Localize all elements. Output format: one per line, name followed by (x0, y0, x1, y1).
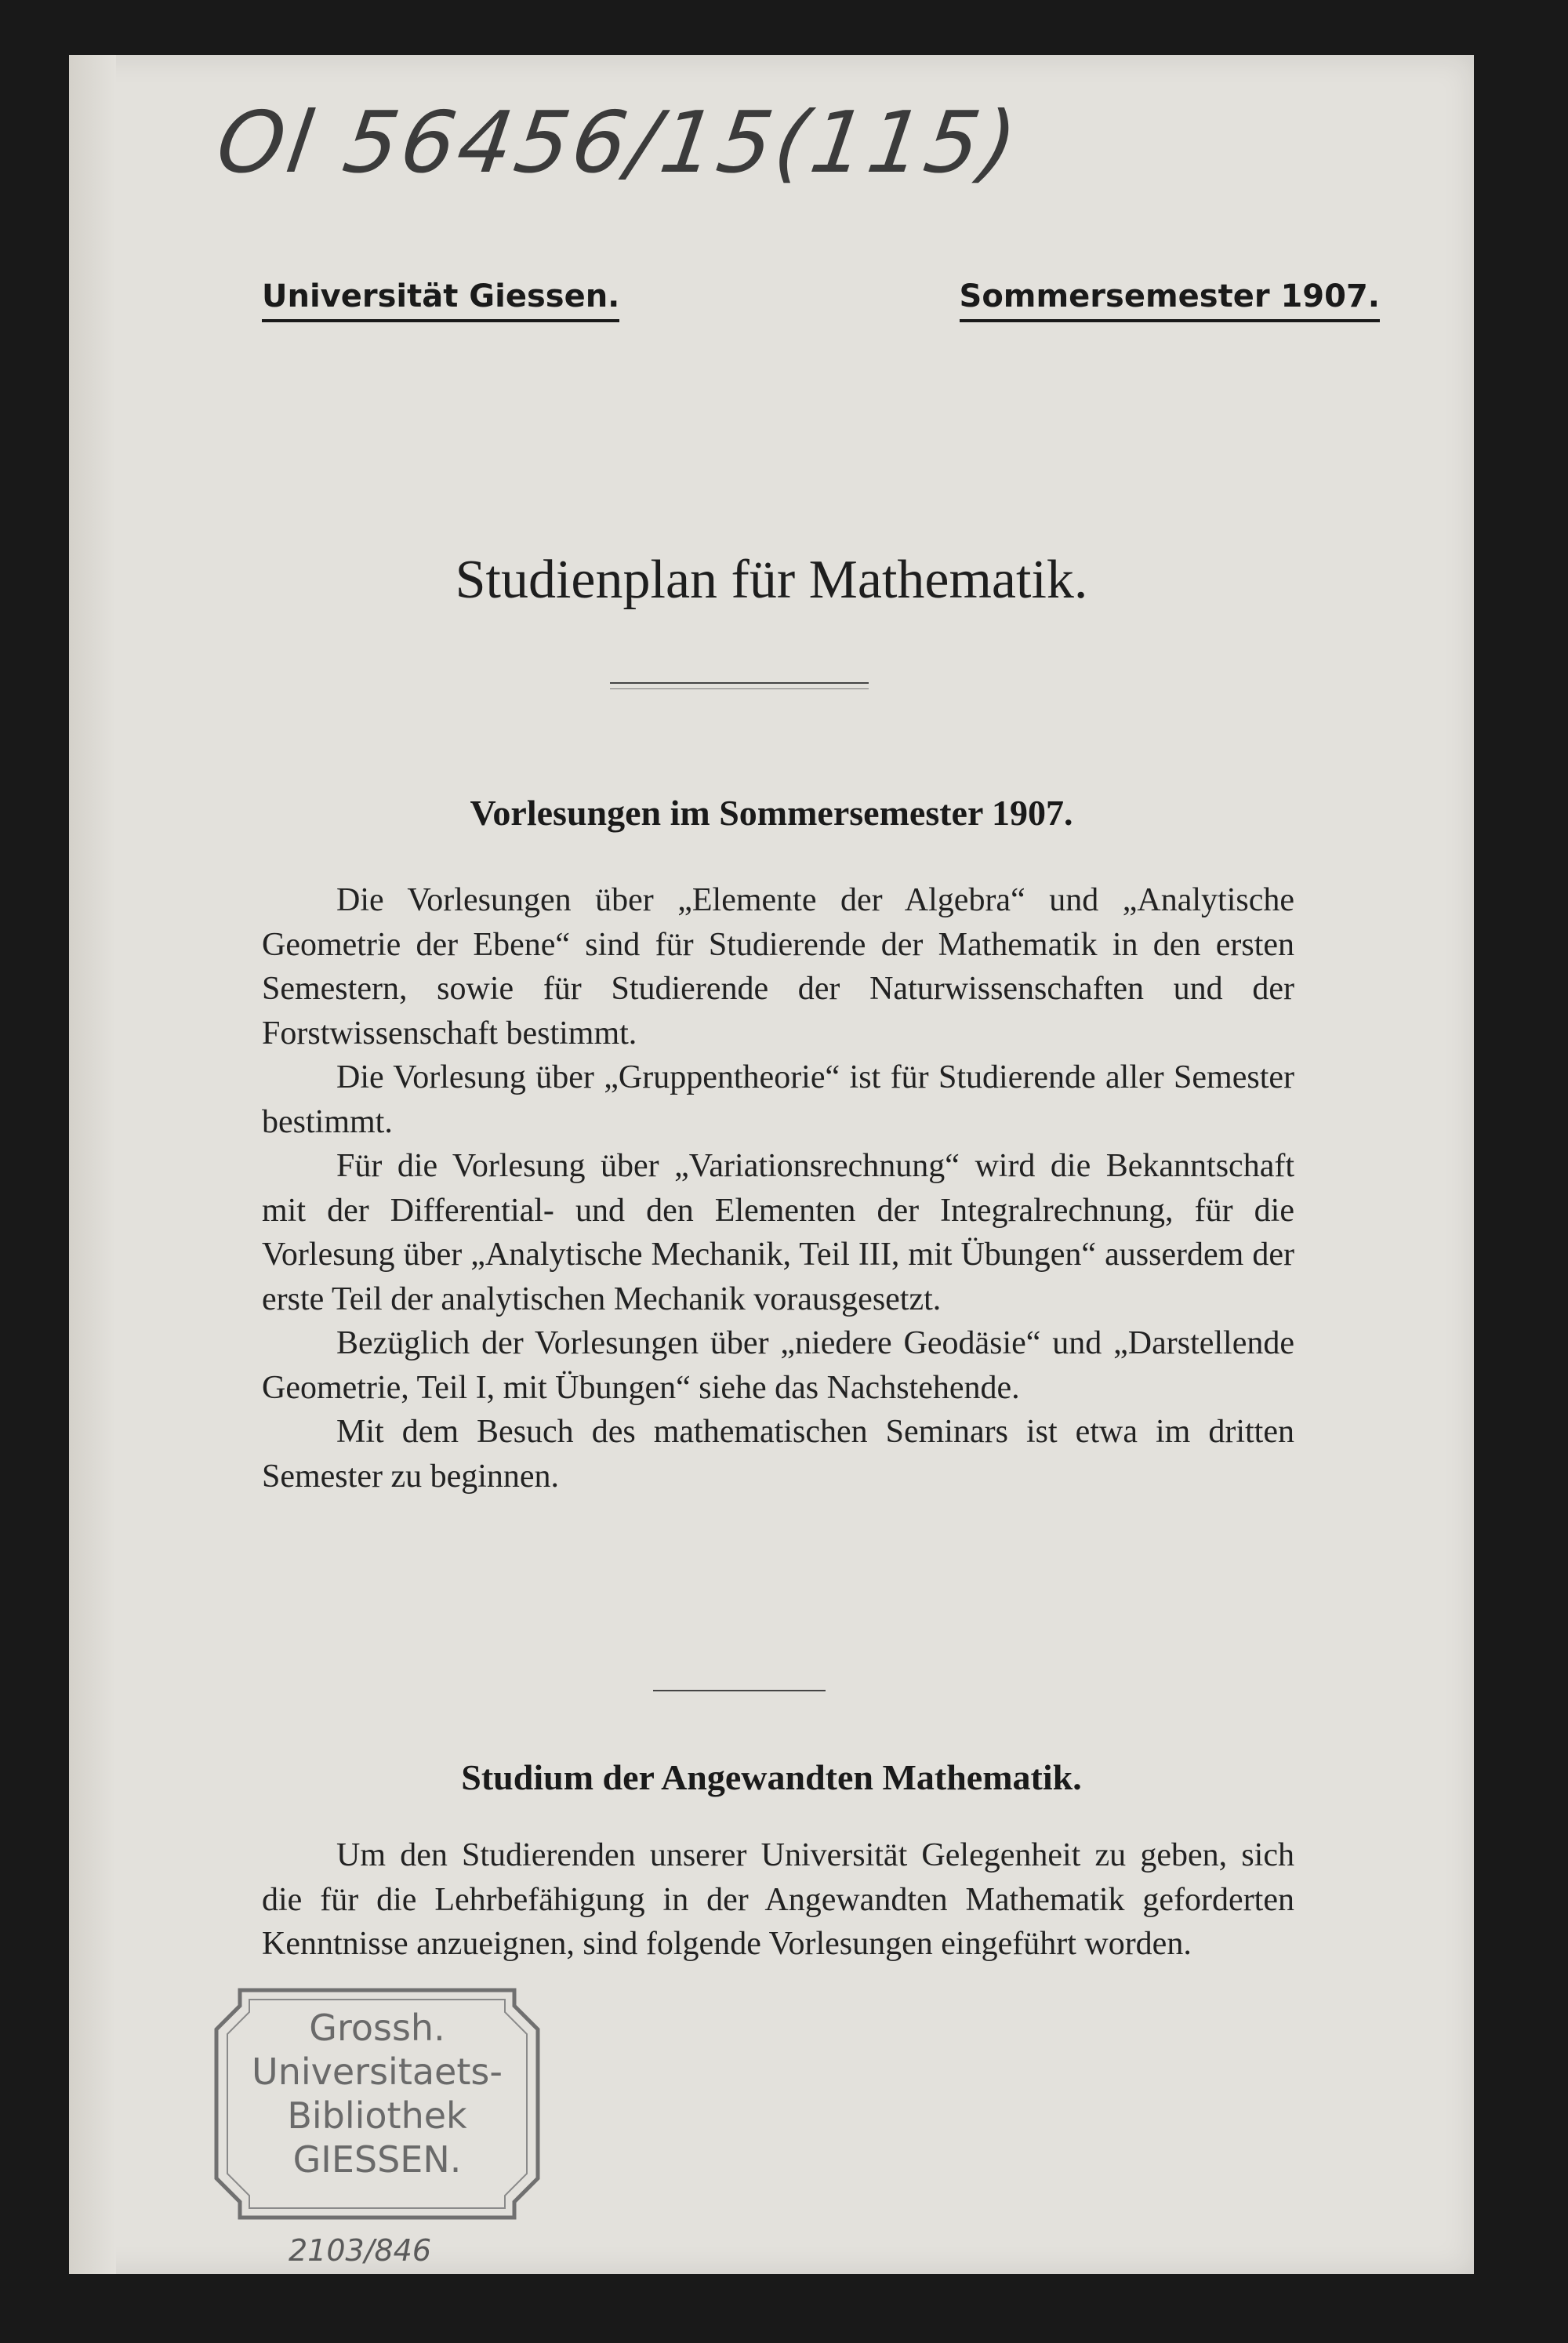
section-body-lectures (262, 878, 1294, 1498)
title-divider (610, 682, 869, 684)
stamp-line: Bibliothek (287, 2094, 467, 2137)
header-semester: Sommersemester 1907. (960, 278, 1380, 322)
paragraph: Die Vorlesung über „Gruppentheorie“ ist für Studierende aller Semester bestimmt. (262, 1059, 1294, 1140)
document-page (69, 55, 1474, 2274)
paragraph: Für die Vorlesung über „Variationsrechnung“ wird die Bekanntschaft mit der Differential- und den Elementen der Integralrechnung, für die Vorlesung über „Analytische Mechanik, Teil III, mit Übungen“ ausserdem der erste Teil der analytischen Mechanik vorausgesetzt. (262, 1148, 1294, 1317)
section-heading-lectures: Vorlesungen im Sommersemester 1907. (470, 793, 1073, 833)
handwritten-shelfmark: Ol 56456/15(115) (211, 94, 1025, 192)
paragraph: Die Vorlesungen über „Elemente der Algebra“ und „Analytische Geometrie der Ebene“ sind für Studierende der Mathematik in den ersten Semestern, sowie für Studierende der Naturwissenschaften und der Forstwissenschaft bestimmt. (262, 882, 1294, 1052)
section-body-applied-math (262, 1833, 1294, 1967)
section-divider (653, 1690, 826, 1691)
stamp-line: Universitaets- (252, 2051, 503, 2093)
stamp-text (193, 2006, 561, 2181)
header-university: Universität Giessen. (262, 278, 619, 322)
library-stamp (193, 1974, 561, 2233)
stamp-line: Grossh. (309, 2007, 445, 2049)
page-edge (69, 55, 116, 2274)
accession-number: 2103/846 (289, 2233, 432, 2268)
paragraph: Um den Studierenden unserer Universität Gelegenheit zu geben, sich die für die Lehrbefähigung in der Angewandten Mathematik geforderten Kenntnisse anzueignen, sind folgende Vorlesungen eingeführt worden. (262, 1837, 1294, 1962)
section-heading-applied-math: Studium der Angewandten Mathematik. (461, 1757, 1082, 1797)
title-divider-thin (610, 688, 869, 689)
stamp-line: GIESSEN. (292, 2138, 462, 2181)
paragraph: Bezüglich der Vorlesungen über „niedere Geodäsie“ und „Darstellende Geometrie, Teil I, mit Übungen“ siehe das Nachstehende. (262, 1325, 1294, 1406)
page-title: Studienplan für Mathematik. (455, 550, 1088, 610)
paragraph: Mit dem Besuch des mathematischen Seminars ist etwa im dritten Semester zu beginnen. (262, 1414, 1294, 1495)
